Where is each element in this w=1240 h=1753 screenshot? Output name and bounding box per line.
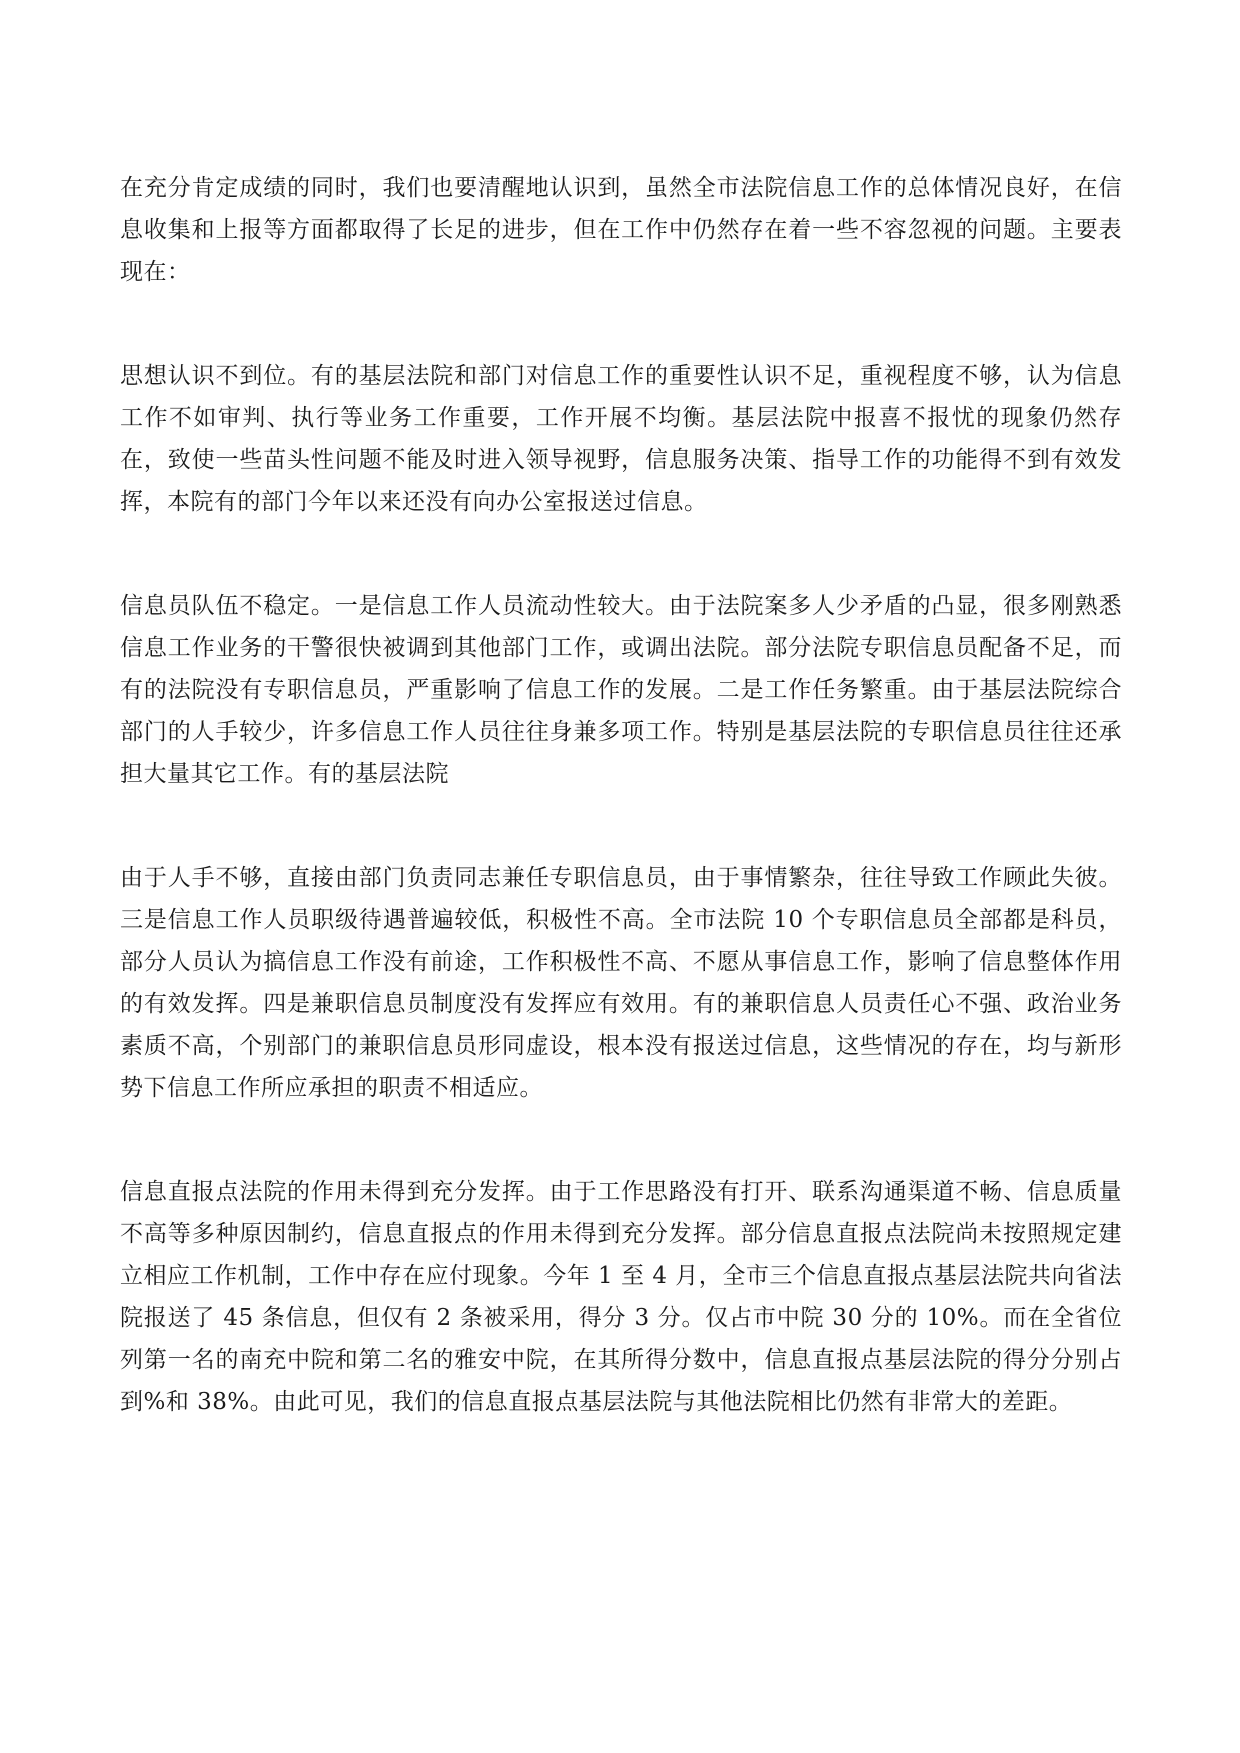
- paragraph-staff-instability: 信息员队伍不稳定。一是信息工作人员流动性较大。由于法院案多人少矛盾的凸显，很多刚熟悉信息工作业务的干警很快被调到其他部门工作，或调出法院。部分法院专职信息员配备不足，而有的法院没有专职信息员，严重影响了信息工作的发展。二是工作任务繁重。由于基层法院综合部门的人手较少，许多信息工作人员往往身兼多项工作。特别是基层法院的专职信息员往往还承担大量其它工作。有的基层法院: [120, 593, 1122, 787]
- paragraph-intro: 在充分肯定成绩的同时，我们也要清醒地认识到，虽然全市法院信息工作的总体情况良好，在信息收集和上报等方面都取得了长足的进步，但在工作中仍然存在着一些不容忽视的问题。主要表现在：: [120, 175, 1122, 285]
- paragraph-direct-report: 信息直报点法院的作用未得到充分发挥。由于工作思路没有打开、联系沟通渠道不畅、信息质量不高等多种原因制约，信息直报点的作用未得到充分发挥。部分信息直报点法院尚未按照规定建立相应工作机制，工作中存在应付现象。今年 1 至 4 月，全市三个信息直报点基层法院共向省法院报送了 45 条信息，但仅有 2 条被采用，得分 3 分。仅占市中院 30 分的 10%。而在全省位列第一名的南充中院和第二名的雅安中院，在其所得分数中，信息直报点基层法院的得分分别占到%和 38%。由此可见，我们的信息直报点基层法院与其他法院相比仍然有非常大的差距。: [120, 1179, 1122, 1415]
- paragraph-awareness: 思想认识不到位。有的基层法院和部门对信息工作的重要性认识不足，重视程度不够，认为信息工作不如审判、执行等业务工作重要，工作开展不均衡。基层法院中报喜不报忧的现象仍然存在，致使一些苗头性问题不能及时进入领导视野，信息服务决策、指导工作的功能得不到有效发挥，本院有的部门今年以来还没有向办公室报送过信息。: [120, 363, 1122, 515]
- paragraph-staff-continued: 由于人手不够，直接由部门负责同志兼任专职信息员，由于事情繁杂，往往导致工作顾此失彼。三是信息工作人员职级待遇普遍较低，积极性不高。全市法院 10 个专职信息员全部都是科员，部分人员认为搞信息工作没有前途，工作积极性不高、不愿从事信息工作，影响了信息整体作用的有效发挥。四是兼职信息员制度没有发挥应有效用。有的兼职信息人员责任心不强、政治业务素质不高，个别部门的兼职信息员形同虚设，根本没有报送过信息，这些情况的存在，均与新形势下信息工作所应承担的职责不相适应。: [120, 865, 1122, 1101]
- document-body: [120, 167, 1122, 1423]
